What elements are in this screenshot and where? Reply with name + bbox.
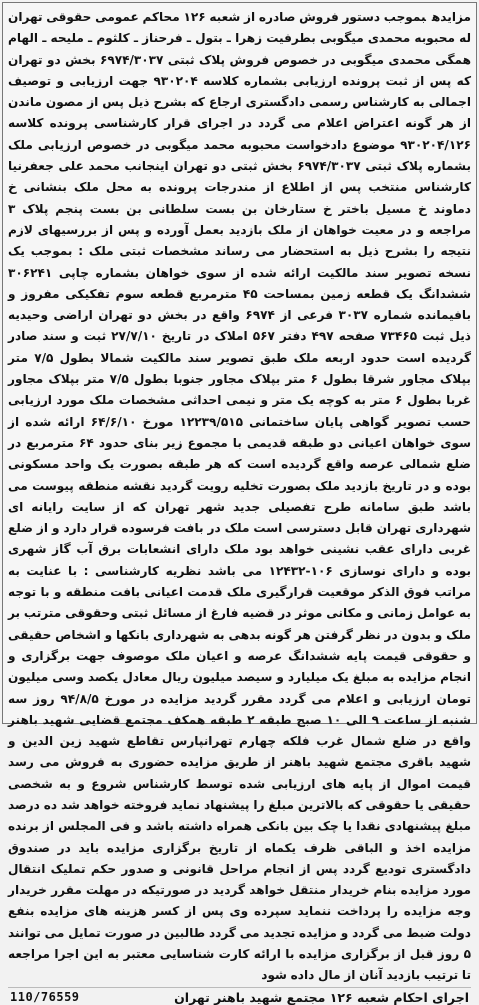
issuer-signature: اجرای احکام شعبه ۱۲۶ مجتمع شهید باهنر تهران: [174, 989, 469, 1005]
notice-heading: مزایده: [431, 10, 471, 24]
legal-notice: [2, 2, 477, 1005]
notice-code: 110/76559: [10, 990, 80, 1005]
notice-body: [8, 7, 471, 987]
notice-footer: [8, 987, 471, 1005]
notice-body-text: بموجب دستور فروش صادره از شعبه ۱۲۶ محاکم عمومی حقوقی تهران له محبوبه محمدی میگوبی بطرفیت زهرا ـ بتول ـ فرحناز ـ کلثوم ـ ملیحه ـ الهام همگی محمدی میگوبی در خصوص فروش پلاک ثبتی ۶۹۷۴/۳۰۳۷ بخش دو تهران که پس از ثبت پرونده ارزیابی بشماره کلاسه ۹۳۰۲۰۴ جهت ارزیابی و توصیف اجمالی به کارشناس رسمی دادگستری ارجاع که بشرح ذیل پس از مصون ماندن از هر گونه اعتراض اعلام می گردد در اجرای قرار کارشناسی پرونده کلاسه ۹۳۰۲۰۴/۱۲۶ موضوع دادخواست محبوبه محمد میگوبی در خصوص ارزیابی ملک بشماره پلاک ثبتی ۶۹۷۴/۳۰۳۷ بخش ثبتی دو تهران اینجانب محمد علی جعفرنیا کارشناس منتخب پس از اطلاع از مندرجات پرونده به محل ملک بنشانی خ دماوند خ مسیل باختر خ ستارخان بن بست سلطانی بن بست پنجم پلاک ۳ مراجعه و در معیت خواهان از ملک بازدید بعمل آورده و پس از بررسیهای لازم نتیجه را بشرح ذیل به استحضار می رساند مشخصات ثبتی ملک : بموجب یک نسخه تصویر سند مالکیت ارائه شده از سوی خواهان بشماره چاپی ۳۰۶۲۴۱ ششدانگ یک قطعه زمین بمساحت ۴۵ مترمربع قطعه سوم تفکیکی مفروز و بافیمانده شماره ۳۰۳۷ فرعی از ۶۹۷۴ واقع در بخش دو تهران اراضی وحیدیه ذیل ثبت ۷۳۴۶۵ صفحه ۴۹۷ دفتر ۵۶۷ املاک در تاریخ ۲۷/۷/۱۰ ثبت و سند صادر گردیده است حدود اربعه ملک طبق تصویر سند مالکیت شمالا بطول ۷/۵ متر بپلاک مجاور شرقا بطول ۶ متر بپلاک مجاور جنوبا بطول ۷/۵ متر بپلاک مجاور غربا بطول ۶ متر به کوچه یک متر و نیمی احداثی مشخصات ملک مورد ارزیابی حسب تصویر گواهی پایان ساختمانی ۱۲۲۳۹/۵۱۵ مورخ ۶۴/۶/۱۰ ارائه شده از سوی خواهان اعیانی دو طبقه قدیمی با مجموع زیر بنای حدود ۶۴ مترمربع در ضلع شمالی عرصه واقع گردیده است که هر طبقه بصورت یک واحد مسکونی بوده و در تاریخ بازدید ملک بصورت تخلیه رویت گردید نقشه منطقه پیوست می باشد طبق سامانه طرح تفصیلی جدید شهر تهران که از سایت رایانه ای شهرداری تهران قابل دسترسی است ملک در بافت فرسوده قرار دارد و از ضلع غربی دارای عقب نشینی خواهد بود ملک دارای انشعابات برق آب گاز شهری بوده و دارای نوسازی ۱۰۶-۱۲۴۳۲ می باشد نظریه کارشناسی : با عنایت به مراتب فوق الذکر موقعیت قرارگیری ملک قدمت اعیانی بافت منطقه و با توجه به عوامل زمانی و مکانی موثر در قضیه فارغ از مسائل ثبتی وحقوقی مترتب بر ملک و بدون در نظر گرفتن هر گونه بدهی به شهرداری بانکها و اشخاص حقیقی و حقوقی قیمت پایه ششدانگ عرصه و اعیان ملک موصوف جهت برگزاری و انجام مزایده به مبلغ یک میلیارد و سیصد میلیون ریال معادل یکصد وسی میلیون تومان ارزیابی و اعلام می گردد مقرر گردید مزایده در مورخ ۹۴/۸/۵ روز سه شنبه از ساعت ۹ الی ۱۰ صبح طبقه ۲ طبقه همکف مجتمع قضایی شهید باهنر واقع در ضلع شمال غرب فلکه چهارم تهرانپارس تقاطع شهید زین الدین و شهید باقری مجتمع شهید باهنر از طریق مزایده حضوری به فروش می رسد قیمت اموال از پایه های ارزیابی شده توسط کارشناس شروع و به شخصی حقیقی یا حقوقی که بالاترین مبلغ را پیشنهاد نماید فروخته خواهد شد ده درصد مبلغ پیشنهادی نقدا یا چک بین بانکی همراه داشته باشد و فی المجلس از برنده مزایده اخذ و الباقی ظرف یکماه از تاریخ برگزاری مزایده باید در صندوق دادگستری تودیع گردد پس از انجام مراحل قانونی و صدور حکم تملیک انتقال مورد مزایده بنام خریدار منتقل خواهد گردید در صورتیکه در مهلت مقرر خریدار وجه مزایده را پرداخت ننماید سپرده وی پس از کسر هزینه های مزایده بنفع دولت ضبط می گردد و مزایده تجدید می گردد طالبین در صورت تمایل می توانند ۵ روز قبل از برگزاری مزایده با ارائه کارت شناسایی معتبر به این اجرا مراجعه تا ترتیب بازدید آنان از مال داده شود: [8, 10, 472, 983]
